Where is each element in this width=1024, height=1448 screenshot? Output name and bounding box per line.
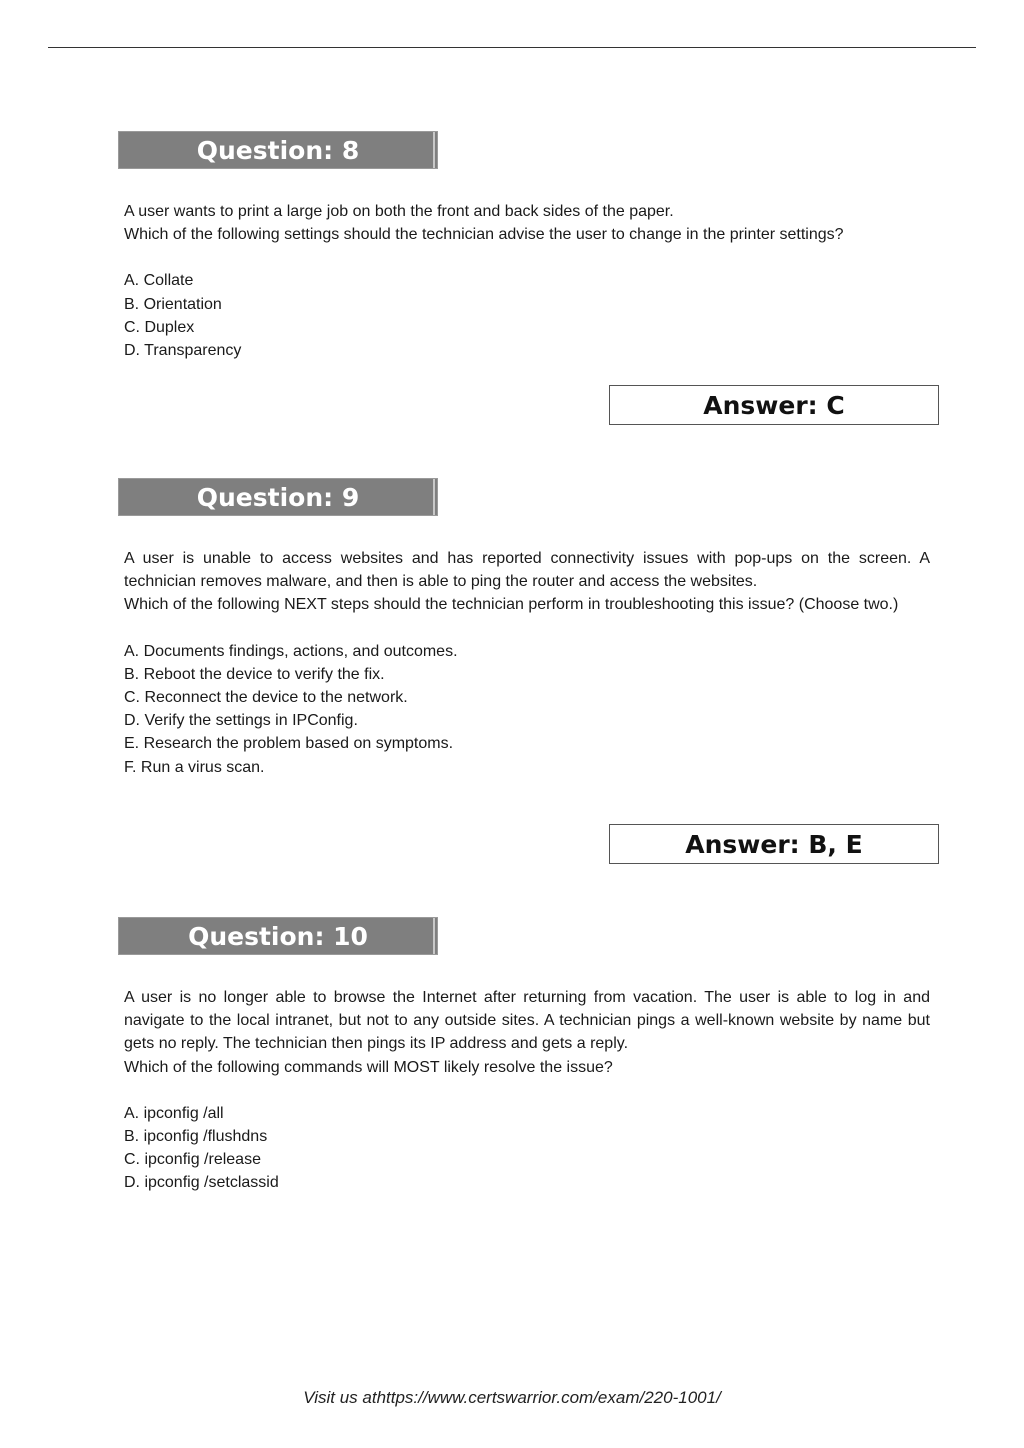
question-10-option: A. ipconfig /all	[124, 1104, 224, 1122]
question-9-stem-line: Which of the following NEXT steps should the technician perform in troubleshooting this issue? (Choose two.)	[124, 596, 899, 614]
question-8-answer	[609, 385, 939, 425]
question-8-option: D. Transparency	[124, 342, 242, 360]
question-9-title: Question: 9	[196, 482, 360, 512]
question-9-option: B. Reboot the device to verify the fix.	[124, 665, 385, 683]
question-9-answer	[609, 824, 939, 864]
question-10-body	[124, 986, 930, 1195]
question-9-option: F. Run a virus scan.	[124, 758, 265, 776]
question-8-stem-line: A user wants to print a large job on both the front and back sides of the paper.	[124, 203, 674, 220]
question-8-header	[118, 131, 438, 169]
question-10-option: D. ipconfig /setclassid	[124, 1174, 279, 1192]
question-8-option: B. Orientation	[124, 295, 222, 313]
question-10-stem-line: A user is no longer able to browse the Internet after returning from vacation. The user is able to log in and navigate to the local intranet, but not to any outside sites. A technician pings a well-known website by name but gets no reply. The technician then pings its IP address and gets a reply.	[124, 989, 930, 1053]
footer-link[interactable]: Visit us athttps://www.certswarrior.com/exam/220-1001/	[303, 1388, 721, 1407]
question-8-stem-line: Which of the following settings should the technician advise the user to change in the printer settings?	[124, 226, 844, 244]
question-10-stem-line: Which of the following commands will MOST likely resolve the issue?	[124, 1058, 613, 1076]
question-8-option: A. Collate	[124, 272, 194, 290]
question-9-body	[124, 547, 930, 779]
question-10-option: B. ipconfig /flushdns	[124, 1128, 268, 1146]
header-rule	[48, 47, 976, 48]
question-9-option: A. Documents findings, actions, and outcomes.	[124, 642, 458, 660]
question-8-answer-text: Answer: C	[703, 390, 845, 420]
question-10-header	[118, 917, 438, 955]
question-9-option: D. Verify the settings in IPConfig.	[124, 712, 358, 730]
question-9-answer-text: Answer: B, E	[685, 829, 863, 859]
question-8-title: Question: 8	[196, 135, 360, 165]
question-8-body	[124, 200, 930, 362]
question-9-option: E. Research the problem based on symptoms.	[124, 735, 454, 753]
question-10-title: Question: 10	[188, 921, 368, 951]
question-9-header	[118, 478, 438, 516]
question-10-option: C. ipconfig /release	[124, 1151, 261, 1169]
question-8-option: C. Duplex	[124, 318, 195, 336]
question-9-option: C. Reconnect the device to the network.	[124, 689, 408, 707]
question-9-stem-line: A user is unable to access websites and has reported connectivity issues with pop-ups on the screen. A technician removes malware, and then is able to ping the router and access the websites.	[124, 550, 930, 591]
